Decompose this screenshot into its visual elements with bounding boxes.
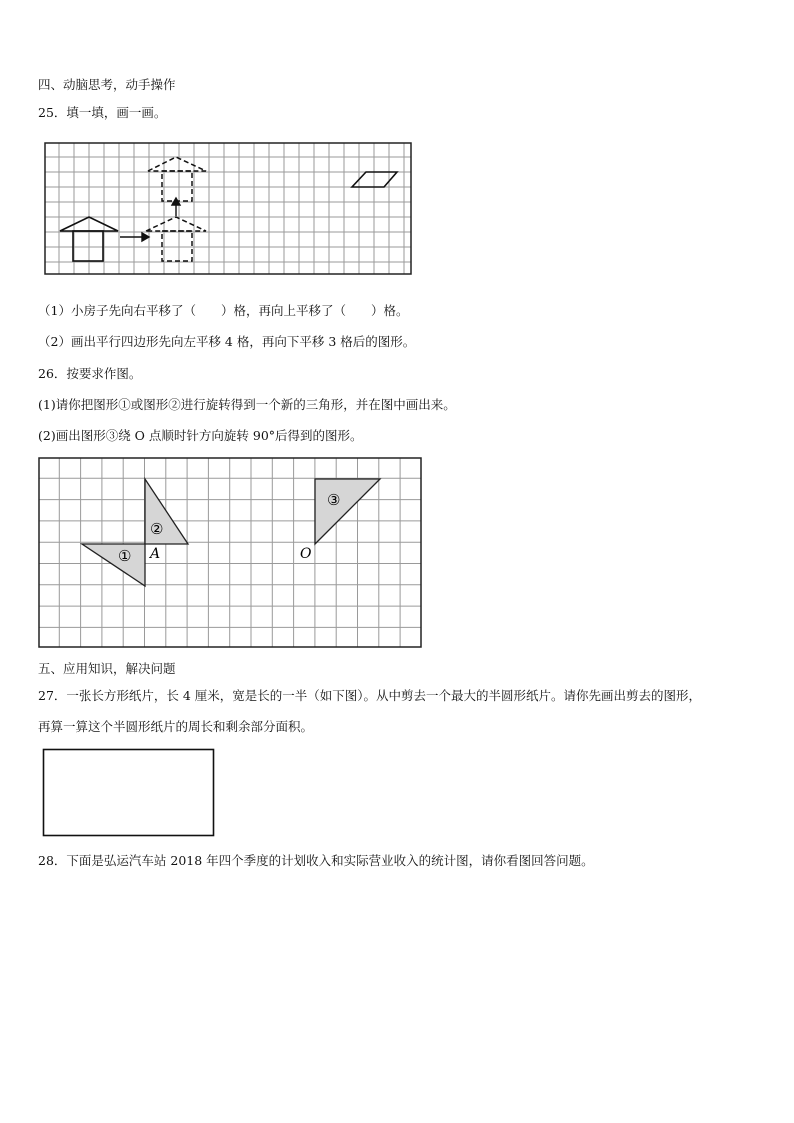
q27-line1: 27．一张长方形纸片，长 4 厘米，宽是长的一半（如下图）。从中剪去一个最大的半圆形纸片。请你先画出剪去的图形， (38, 688, 702, 703)
q25-part1: （1）小房子先向右平移了（ ）格，再向上平移了（ ）格。 (38, 303, 409, 318)
q25-title: 25．填一填，画一画。 (38, 105, 167, 120)
point-a-label: A (150, 546, 161, 562)
q28-text: 28．下面是弘运汽车站 2018 年四个季度的计划收入和实际营业收入的统计图，请你看图回答问题。 (38, 853, 594, 868)
q26-part2: (2)画出图形③绕 O 点顺时针方向旋转 90°后得到的图形。 (38, 428, 363, 443)
q26-grid-figure (38, 457, 424, 649)
shape1-label: ① (118, 547, 132, 565)
triangle-1 (82, 544, 145, 586)
shape2-label: ② (150, 520, 164, 538)
point-o-label: O (300, 546, 312, 562)
house-shifted-up (148, 157, 206, 201)
triangle-3 (315, 479, 380, 544)
q26-title: 26．按要求作图。 (38, 366, 142, 381)
section4-heading: 四、动脑思考，动手操作 (38, 77, 176, 92)
section5-heading: 五、应用知识，解决问题 (38, 661, 176, 676)
q27-line2: 再算一算这个半圆形纸片的周长和剩余部分面积。 (38, 719, 314, 734)
q26-part1: (1)请你把图形①或图形②进行旋转得到一个新的三角形，并在图中画出来。 (38, 397, 456, 412)
q25-part2: （2）画出平行四边形先向左平移 4 格，再向下平移 3 格后的图形。 (38, 334, 416, 349)
q25-grid-figure (44, 142, 414, 276)
shape3-label: ③ (327, 491, 341, 509)
q27-rectangle (42, 748, 216, 838)
house-shifted-right (146, 217, 206, 261)
house-body (73, 231, 103, 261)
